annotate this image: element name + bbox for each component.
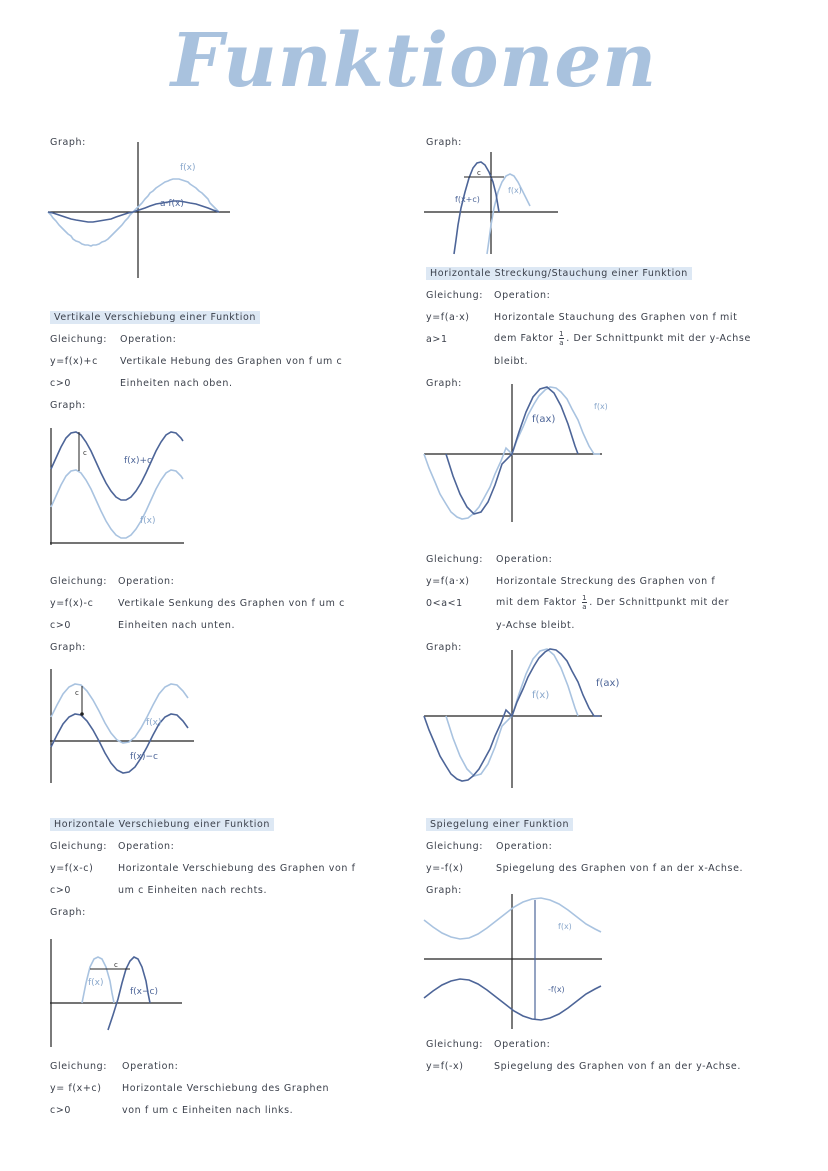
operation-label: Operation: — [122, 1061, 179, 1072]
condition: c>0 — [50, 378, 72, 389]
page-title: Funktionen — [170, 18, 658, 104]
equation: y=f(a·x) — [426, 576, 470, 587]
graph-label: Graph: — [426, 885, 462, 896]
operation-label: Operation: — [120, 334, 177, 345]
label-fx: f(x) — [532, 690, 550, 701]
equation: y=-f(x) — [426, 863, 464, 874]
operation-text: Horizontale Verschiebung des Graphen von f — [118, 863, 356, 874]
graph-horizontal-shift-left — [424, 150, 564, 255]
graph-horizontal-compression — [424, 382, 608, 524]
label-fx: f(x) — [180, 163, 196, 173]
label-fx-plus-c: f(x+c) — [455, 195, 480, 204]
condition: c>0 — [50, 1105, 72, 1116]
condition: 0<a<1 — [426, 598, 463, 609]
equation: y=f(x)+c — [50, 356, 98, 367]
graph-vertical-stretch — [48, 140, 233, 280]
operation-text: Spiegelung des Graphen von f an der y-Achse. — [494, 1061, 741, 1072]
operation-label: Operation: — [496, 554, 553, 565]
graph-label: Graph: — [50, 907, 86, 918]
operation-text: Vertikale Hebung des Graphen von f um c — [120, 356, 343, 367]
label-fx: f(x) — [594, 402, 608, 411]
operation-text: Einheiten nach unten. — [118, 620, 236, 631]
equation: y= f(x+c) — [50, 1083, 102, 1094]
equation: y=f(x)-c — [50, 598, 94, 609]
label-c: c — [477, 169, 481, 177]
label-fax: f(ax) — [532, 414, 556, 425]
operation-text: Horizontale Verschiebung des Graphen — [122, 1083, 330, 1094]
label-fx-minus-c: f(x−c) — [130, 987, 159, 997]
label-fx: f(x) — [508, 186, 522, 195]
label-fx: f(x) — [140, 516, 156, 526]
operation-text: mit dem Faktor $\frac{1}{a}$ . Der Schnittpunkt mit der — [496, 594, 730, 611]
graph-label: Graph: — [50, 137, 86, 148]
label-fx-minus-c: f(x)−c — [130, 752, 159, 762]
gleichung-label: Gleichung: — [426, 554, 484, 565]
equation: y=f(-x) — [426, 1061, 464, 1072]
label-c: c — [75, 689, 79, 697]
section-heading-horizontal-stretch: Horizontale Streckung/Stauchung einer Funktion — [426, 268, 692, 279]
graph-label: Graph: — [426, 137, 462, 148]
graph-label: Graph: — [426, 642, 462, 653]
label-fx: f(x) — [146, 718, 162, 728]
label-fx: f(x) — [88, 978, 104, 988]
graph-vertical-shift-down — [48, 665, 198, 787]
graph-horizontal-stretching — [424, 648, 620, 790]
curve-fx-minus-c — [51, 714, 188, 773]
gleichung-label: Gleichung: — [426, 1039, 484, 1050]
label-neg-fx: -f(x) — [548, 985, 565, 994]
label-fx: f(x) — [558, 922, 572, 931]
graph-horizontal-shift-right — [48, 935, 188, 1050]
operation-text: von f um c Einheiten nach links. — [122, 1105, 294, 1116]
label-fax: f(ax) — [596, 678, 620, 689]
graph-label: Graph: — [426, 378, 462, 389]
operation-text: Horizontale Streckung des Graphen von f — [496, 576, 716, 587]
operation-label: Operation: — [494, 290, 551, 301]
operation-text: dem Faktor $\frac{1}{a}$ . Der Schnittpunkt mit der y-Achse — [494, 330, 751, 347]
gleichung-label: Gleichung: — [426, 841, 484, 852]
label-c: c — [83, 449, 87, 457]
condition: c>0 — [50, 620, 72, 631]
graph-label: Graph: — [50, 642, 86, 653]
curve-fx — [51, 684, 188, 743]
gleichung-label: Gleichung: — [50, 1061, 108, 1072]
gleichung-label: Gleichung: — [426, 290, 484, 301]
label-afx: a·f(x) — [160, 199, 184, 209]
operation-text: Horizontale Stauchung des Graphen von f mit — [494, 312, 738, 323]
operation-text: Spiegelung des Graphen von f an der x-Achse. — [496, 863, 744, 874]
label-fx-plus-c: f(x)+c — [124, 456, 153, 466]
operation-text: um c Einheiten nach rechts. — [118, 885, 268, 896]
operation-text: Einheiten nach oben. — [120, 378, 233, 389]
operation-label: Operation: — [118, 841, 175, 852]
gleichung-label: Gleichung: — [50, 334, 108, 345]
operation-label: Operation: — [496, 841, 553, 852]
condition: c>0 — [50, 885, 72, 896]
equation: y=f(a·x) — [426, 312, 470, 323]
graph-label: Graph: — [50, 400, 86, 411]
operation-label: Operation: — [118, 576, 175, 587]
curve-fx-plus-c — [51, 432, 183, 500]
graph-reflection-x-axis — [424, 892, 604, 1032]
section-heading-vertical-shift: Vertikale Verschiebung einer Funktion — [50, 312, 260, 323]
curve-fx — [51, 470, 183, 538]
graph-vertical-shift-up — [48, 423, 188, 548]
gleichung-label: Gleichung: — [50, 841, 108, 852]
equation: y=f(x-c) — [50, 863, 94, 874]
operation-text: bleibt. — [494, 356, 529, 367]
section-heading-reflection: Spiegelung einer Funktion — [426, 819, 573, 830]
section-heading-horizontal-shift: Horizontale Verschiebung einer Funktion — [50, 819, 274, 830]
operation-text: y-Achse bleibt. — [496, 620, 575, 631]
gleichung-label: Gleichung: — [50, 576, 108, 587]
condition: a>1 — [426, 334, 448, 345]
operation-text: Vertikale Senkung des Graphen von f um c — [118, 598, 345, 609]
operation-label: Operation: — [494, 1039, 551, 1050]
label-c: c — [114, 961, 118, 969]
